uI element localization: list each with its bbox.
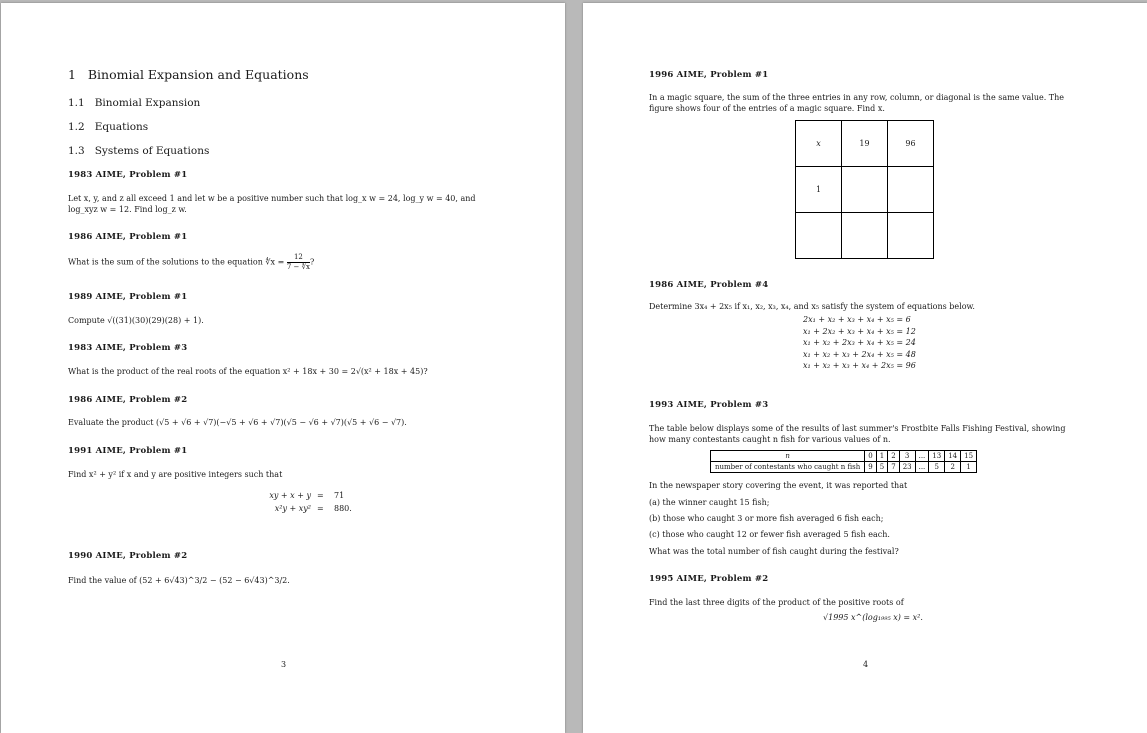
magic-cell: 19 [842, 121, 888, 167]
problem-heading: 1983 AIME, Problem #3 [68, 343, 188, 353]
subsection-heading: 1.2 Equations [68, 121, 149, 133]
table-cell: 15 [961, 451, 977, 462]
magic-cell: 96 [888, 121, 934, 167]
problem-text: In the newspaper story covering the event, it was reported that [649, 481, 908, 490]
equation-rhs: 880. [334, 504, 352, 513]
table-cell: 1 [961, 462, 977, 473]
problem-text: Compute √((31)(30)(29)(28) + 1). [68, 316, 204, 325]
table-cell: 5 [929, 462, 945, 473]
table-cell: 2 [888, 451, 899, 462]
table-cell: ... [915, 451, 929, 462]
list-item: (a) the winner caught 15 fish; [649, 498, 770, 507]
magic-cell [842, 213, 888, 259]
table-cell: 3 [899, 451, 915, 462]
equation-rhs: 71 [334, 491, 345, 500]
magic-cell [796, 213, 842, 259]
problem-heading: 1986 AIME, Problem #1 [68, 232, 188, 242]
table-cell: ... [915, 462, 929, 473]
table-cell: 0 [865, 451, 876, 462]
subsection-heading: 1.1 Binomial Expansion [68, 97, 201, 109]
table-cell: 2 [945, 462, 961, 473]
problem-heading: 1986 AIME, Problem #2 [68, 395, 188, 405]
magic-cell [842, 167, 888, 213]
subsection-heading: 1.3 Systems of Equations [68, 145, 210, 157]
page-4 [583, 3, 1147, 733]
problem-heading: 1990 AIME, Problem #2 [68, 551, 188, 561]
problem-text: Find x² + y² if x and y are positive integers such that [68, 470, 283, 479]
problem-heading: 1983 AIME, Problem #1 [68, 170, 188, 180]
problem-text: What is the sum of the solutions to the equation ∜x = $\frac{12}{7 - ∜x}$ ? [68, 253, 315, 271]
problem-text: Let x, y, and z all exceed 1 and let w be a positive number such that log_x w = 24, log_y w = 40, and log_xyz w = 12. Find log_z w. [68, 194, 476, 214]
problem-text: The table below displays some of the results of last summer's Frostbite Falls Fishing Festival, showing how many contestants caught n fish for various values of n. [649, 424, 1066, 444]
problem-heading: 1996 AIME, Problem #1 [649, 70, 769, 80]
list-item: (c) those who caught 12 or fewer fish averaged 5 fish each. [649, 530, 890, 539]
problem-question: What was the total number of fish caught during the festival? [649, 547, 899, 556]
equation-system: 2x₁ + x₂ + x₃ + x₄ + x₅ = 6 x₁ + 2x₂ + x₃ + x₄ + x₅ = 12 x₁ + x₂ + 2x₃ + x₄ + x₅ = 24 x₁ + x₂ + x₃ + 2x₄ + x₅ = 48 x₁ + x₂ + x₃ + x₄ + 2x₅ = 96 [803, 315, 916, 370]
table-cell: 23 [899, 462, 915, 473]
table-header-cell: n [711, 451, 865, 462]
page-3 [1, 3, 565, 733]
table-cell: 5 [876, 462, 887, 473]
table-cell: 14 [945, 451, 961, 462]
page-number: 4 [863, 660, 869, 669]
table-cell: 1 [876, 451, 887, 462]
problem-heading: 1995 AIME, Problem #2 [649, 574, 769, 584]
fraction: $\frac{12}{7 - ∜x}$ [286, 253, 310, 271]
problem-heading: 1989 AIME, Problem #1 [68, 292, 188, 302]
section-heading: 1 Binomial Expansion and Equations [68, 67, 309, 82]
table-cell: 13 [929, 451, 945, 462]
equation-op: = [317, 491, 324, 500]
magic-cell: 1 [796, 167, 842, 213]
problem-heading: 1986 AIME, Problem #4 [649, 280, 769, 290]
problem-text: Find the last three digits of the product of the positive roots of [649, 598, 904, 607]
table-cell: 9 [865, 462, 876, 473]
problem-text: What is the product of the real roots of the equation x² + 18x + 30 = 2√(x² + 18x + 45)? [68, 367, 428, 376]
fish-table [710, 450, 977, 473]
problem-text: Evaluate the product (√5 + √6 + √7)(−√5 + √6 + √7)(√5 − √6 + √7)(√5 + √6 − √7). [68, 418, 407, 427]
equation-lhs: x²y + xy² [274, 504, 311, 513]
magic-cell: x [796, 121, 842, 167]
page-number: 3 [281, 660, 287, 669]
list-item: (b) those who caught 3 or more fish averaged 6 fish each; [649, 514, 884, 523]
equation-op: = [317, 504, 324, 513]
problem-text: Find the value of (52 + 6√43)^3/2 − (52 − 6√43)^3/2. [68, 576, 290, 585]
problem-heading: 1991 AIME, Problem #1 [68, 446, 188, 456]
equation-lhs: xy + x + y [269, 491, 311, 500]
problem-text: Determine 3x₄ + 2x₅ if x₁, x₂, x₃, x₄, and x₅ satisfy the system of equations below. [649, 302, 975, 311]
equation: √1995 x^(log₁₉₉₅ x) = x². [823, 613, 923, 622]
problem-heading: 1993 AIME, Problem #3 [649, 400, 769, 410]
table-header-cell: number of contestants who caught n fish [711, 462, 865, 473]
magic-square [795, 120, 934, 259]
problem-text: In a magic square, the sum of the three entries in any row, column, or diagonal is the same value. The figure shows four of the entries of a magic square. Find x. [649, 93, 1065, 113]
table-cell: 7 [888, 462, 899, 473]
magic-cell [888, 213, 934, 259]
magic-cell [888, 167, 934, 213]
